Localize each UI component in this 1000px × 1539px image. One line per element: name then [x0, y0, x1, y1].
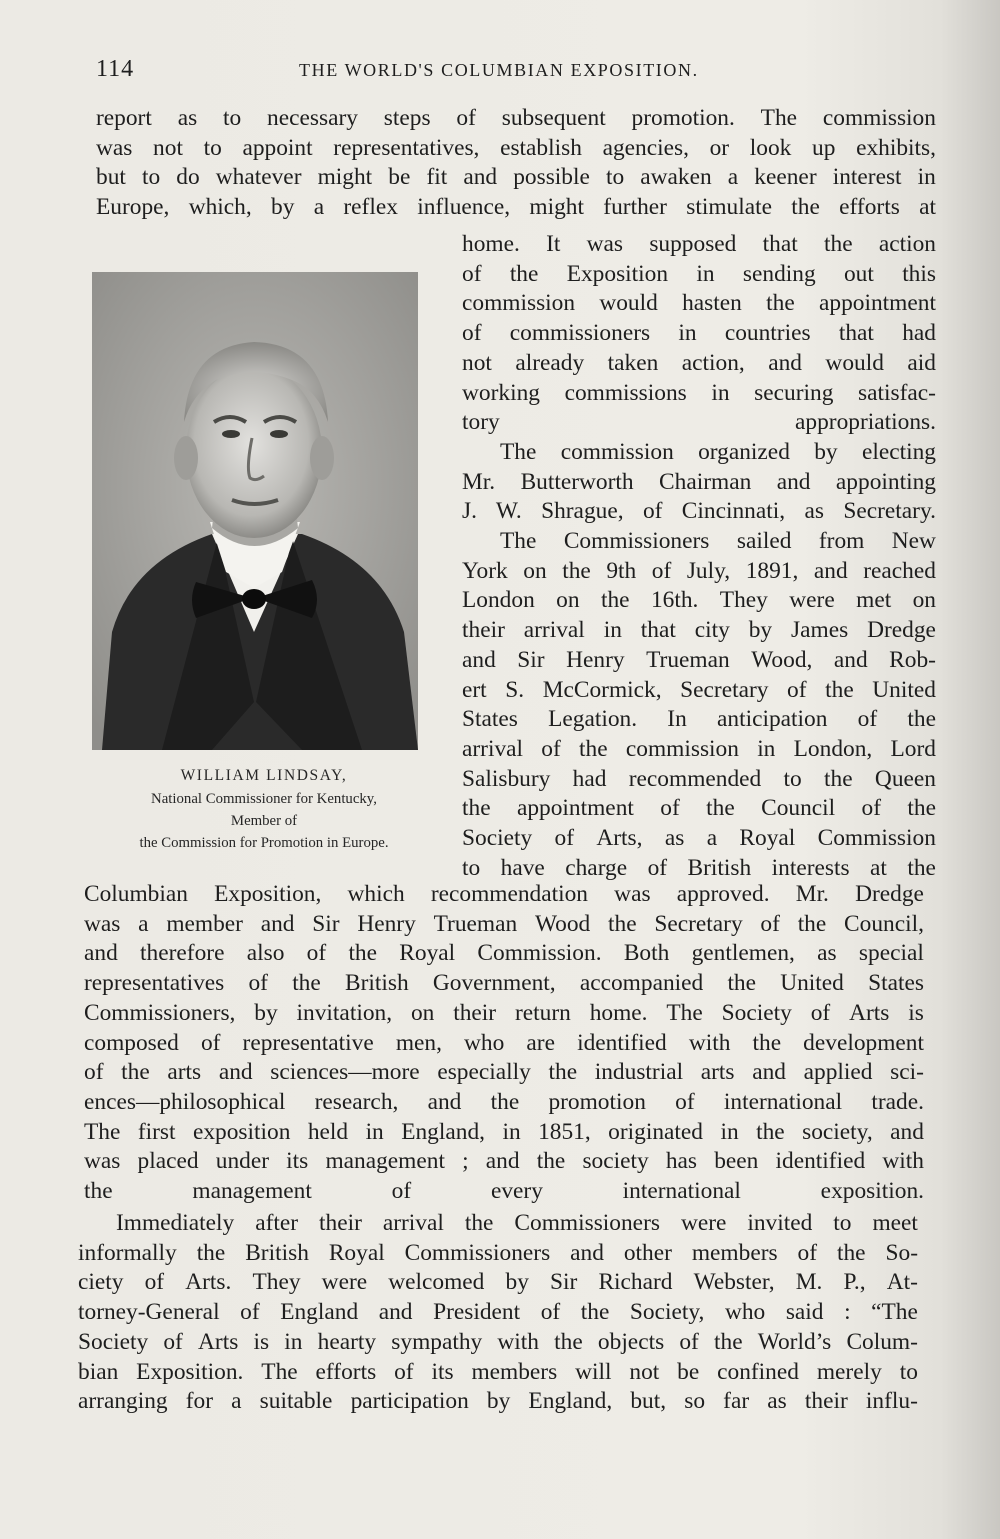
text-line: The first exposition held in England, in 1851, originated in the society, and: [84, 1118, 924, 1145]
text-line: report as to necessary steps of subsequent promotion. The commission: [96, 105, 936, 131]
text-line: Columbian Exposition, which recommendation was approved. Mr. Dredge: [84, 881, 924, 907]
text-line: ert S. McCormick, Secretary of the United: [462, 676, 936, 703]
text-line: ciety of Arts. They were welcomed by Sir Richard Webster, M. P., At-: [78, 1269, 918, 1296]
text-line: informally the British Royal Commissioners and other members of the So-: [78, 1239, 918, 1266]
text-line: home. It was supposed that the action: [462, 231, 936, 257]
paragraph-top: [96, 104, 936, 223]
text-line: Commissioners, by invitation, on their return home. The Society of Arts is: [84, 999, 924, 1026]
figure-caption: [92, 764, 436, 854]
text-line: Society of Arts, as a Royal Commission: [462, 825, 936, 852]
caption-line: Member of: [230, 813, 298, 829]
paragraph-immediately: [78, 1209, 918, 1417]
text-line: the appointment of the Council of the: [462, 795, 936, 822]
text-line: States Legation. In anticipation of the: [462, 706, 936, 733]
text-line: of the Exposition in sending out this: [462, 260, 936, 287]
text-line: Society of Arts is in hearty sympathy with the objects of the World’s Colum-: [78, 1328, 918, 1355]
text-line: commission would hasten the appointment: [462, 290, 936, 317]
text-line: York on the 9th of July, 1891, and reached: [462, 557, 936, 584]
page-header: [96, 56, 936, 86]
text-line: tory appropriations.: [462, 409, 936, 436]
text-line: torney-General of England and President of the Society, who said : “The: [78, 1299, 918, 1326]
text-line: their arrival in that city by James Dredge: [462, 617, 936, 644]
page-number: 114: [96, 56, 135, 82]
text-line: The Commissioners sailed from New: [500, 528, 936, 555]
portrait-image: [92, 272, 418, 750]
text-line: composed of representative men, who are identified with the development: [84, 1029, 924, 1056]
text-line: and therefore also of the Royal Commission. Both gentlemen, as special: [84, 940, 924, 967]
text-line: representatives of the British Government, accompanied the United States: [84, 970, 924, 997]
paragraph-bottom: [84, 880, 924, 1207]
text-line: but to do whatever might be fit and possible to awaken a keener interest in: [96, 164, 936, 191]
text-line: was not to appoint representatives, establish agencies, or look up exhibits,: [96, 134, 936, 161]
text-line: The commission organized by electing: [500, 438, 936, 465]
text-line: Salisbury had recommended to the Queen: [462, 765, 936, 792]
text-line: J. W. Shrague, of Cincinnati, as Secretary.: [462, 498, 936, 525]
text-line: Europe, which, by a reflex influence, might further stimulate the efforts at: [96, 194, 936, 221]
caption-line: the Commission for Promotion in Europe.: [139, 835, 389, 851]
caption-name: WILLIAM LINDSAY,: [180, 767, 348, 784]
paragraph-side-column: [462, 230, 936, 883]
text-line: bian Exposition. The efforts of its members will not be confined merely to: [78, 1358, 918, 1385]
text-line: of commissioners in countries that had: [462, 320, 936, 347]
text-line: of the arts and sciences—more especially the industrial arts and applied sci-: [84, 1059, 924, 1086]
text-line: not already taken action, and would aid: [462, 349, 936, 376]
text-line: Mr. Butterworth Chairman and appointing: [462, 468, 936, 495]
text-line: arranging for a suitable participation by England, but, so far as their influ-: [78, 1388, 918, 1415]
running-title: THE WORLD'S COLUMBIAN EXPOSITION.: [299, 60, 699, 80]
caption-line: National Commissioner for Kentucky,: [151, 791, 377, 807]
text-line: was a member and Sir Henry Trueman Wood the Secretary of the Council,: [84, 910, 924, 937]
text-line: arrival of the commission in London, Lord: [462, 735, 936, 762]
text-line: the management of every international exposition.: [84, 1178, 924, 1205]
portrait-photograph: [92, 272, 418, 750]
text-line: and Sir Henry Trueman Wood, and Rob-: [462, 646, 936, 673]
text-line: Immediately after their arrival the Commissioners were invited to meet: [116, 1210, 918, 1236]
text-line: ences—philosophical research, and the promotion of international trade.: [84, 1088, 924, 1115]
text-line: working commissions in securing satisfac-: [462, 379, 936, 406]
text-line: to have charge of British interests at the: [462, 854, 936, 881]
text-line: London on the 16th. They were met on: [462, 587, 936, 614]
text-line: was placed under its management ; and the society has been identified with: [84, 1148, 924, 1175]
